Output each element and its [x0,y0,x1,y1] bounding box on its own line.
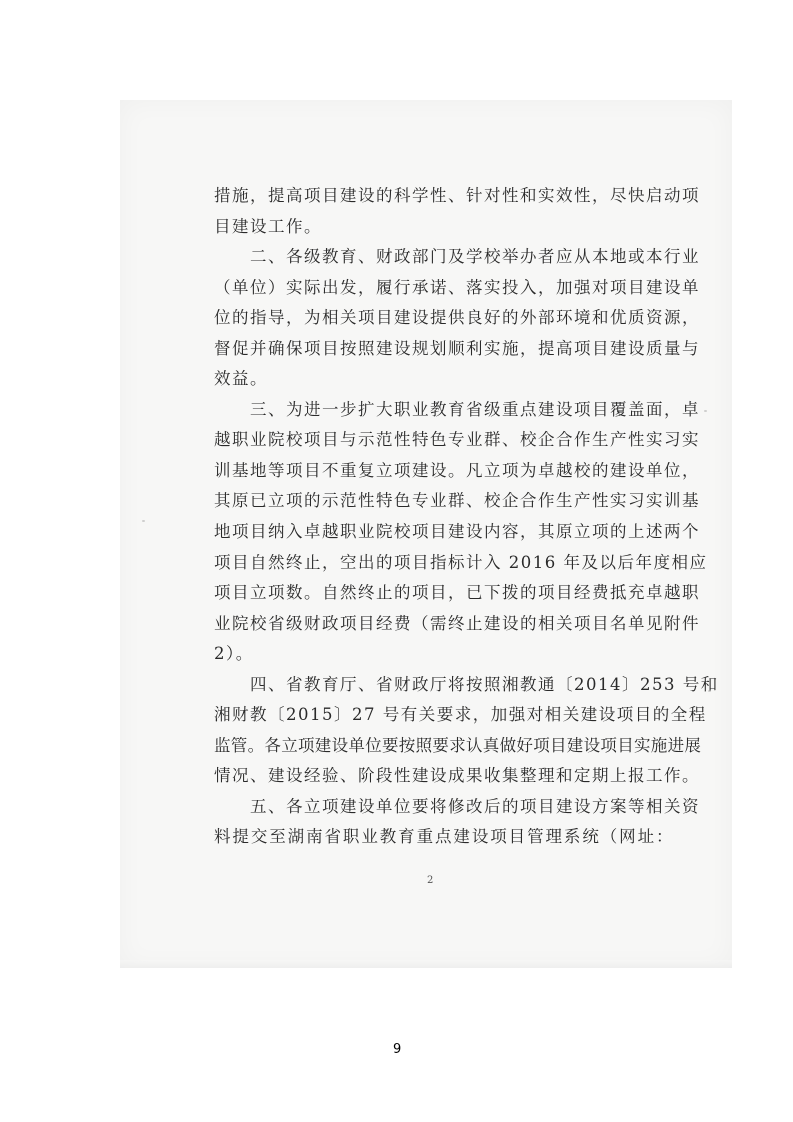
text-line: 目建设工作。 [214,216,322,236]
text-line: 项目立项数。自然终止的项目，已下拨的项目经费抵充卓越职 [214,583,700,603]
text-line: 五、各立项建设单位要将修改后的项目建设方案等相关资 [250,796,700,816]
text-line: 2）。 [214,644,254,664]
text-line: 二、各级教育、财政部门及学校举办者应从本地或本行业 [250,247,700,267]
page-number: 9 [393,1042,402,1057]
text-line: 料提交至湖南省职业教育重点建设项目管理系统（网址： [214,827,674,847]
text-line: 效益。 [214,369,268,389]
document-body [214,181,719,853]
text-line: 业院校省级财政项目经费（需终止建设的相关项目名单见附件 [214,613,700,633]
text-line: 训基地等项目不重复立项建设。凡立项为卓越校的建设单位， [214,460,700,480]
text-line: 湘财教〔2015〕27 号有关要求，加强对相关建设项目的全程 [214,705,707,725]
text-line: 越职业院校项目与示范性特色专业群、校企合作生产性实习实 [214,430,700,450]
text-line: 监管。各立项建设单位要按照要求认真做好项目建设项目实施进展 [214,735,702,755]
text-line: 督促并确保项目按照建设规划顺利实施，提高项目建设质量与 [214,338,700,358]
text-line: （单位）实际出发，履行承诺、落实投入，加强对项目建设单 [214,277,700,297]
text-line: 情况、建设经验、阶段性建设成果收集整理和定期上报工作。 [214,766,700,786]
scan-speck [142,520,145,522]
text-line: 四、省教育厅、省财政厅将按照湘教通〔2014〕253 号和 [250,674,719,694]
text-line: 其原已立项的示范性特色专业群、校企合作生产性实习实训基 [214,491,700,511]
scan-speck [704,410,707,412]
scan-page-number: 2 [427,875,434,886]
text-line: 地项目纳入卓越职业院校项目建设内容，其原立项的上述两个 [214,522,700,542]
text-line: 措施，提高项目建设的科学性、针对性和实效性，尽快启动项 [214,186,700,205]
text-line: 位的指导，为相关项目建设提供良好的外部环境和优质资源， [214,308,700,328]
text-line: 三、为进一步扩大职业教育省级重点建设项目覆盖面，卓 [250,399,700,419]
text-line: 项目自然终止，空出的项目指标计入 2016 年及以后年度相应 [214,552,708,572]
